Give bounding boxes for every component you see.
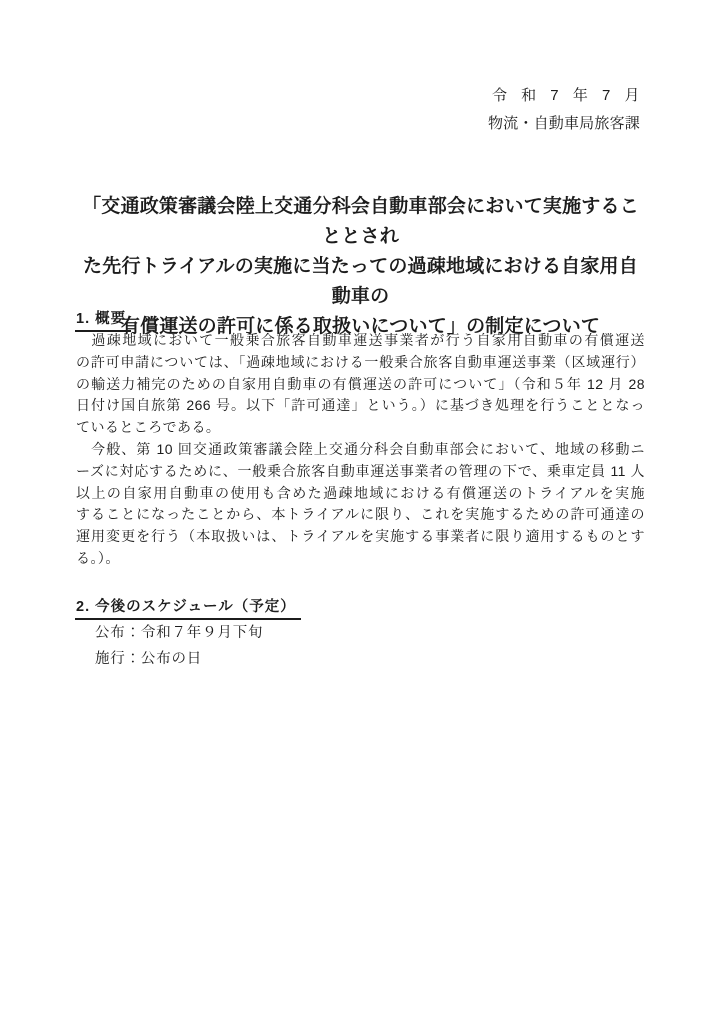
document-date: 令 和 7 年 7 月 bbox=[491, 87, 640, 104]
schedule-item-enforcement: 施行：公布の日 bbox=[95, 650, 203, 667]
paragraph-line: 運用変更を行う（本取扱いは、トライアルを実施する事業者に限り適用するものとす bbox=[76, 528, 645, 545]
paragraph-line: 日付け国自旅第 266 号。以下「許可通達」という。）に基づき処理を行うこととなっ bbox=[76, 397, 645, 414]
paragraph-line: る。）。 bbox=[76, 549, 120, 566]
paragraph-line: ーズに対応するために、一般乗合旅客自動車運送事業者の管理の下で、乗車定員 11 人 bbox=[76, 462, 645, 479]
section-2-heading: 2. 今後のスケジュール（予定） bbox=[75, 595, 301, 620]
section-2 bbox=[75, 595, 301, 620]
section-1-heading: 1. 概要 bbox=[75, 307, 131, 332]
schedule-list bbox=[95, 621, 263, 672]
document-header bbox=[488, 82, 640, 138]
document-title-line: た先行トライアルの実施に当たっての過疎地域における自家用自動車の bbox=[83, 256, 638, 307]
document-title bbox=[76, 192, 645, 342]
paragraph-line: 以上の自家用自動車の使用も含めた過疎地域における有償運送のトライアルを実施 bbox=[76, 484, 645, 501]
schedule-item-promulgation: 公布：令和７年９月下旬 bbox=[95, 625, 264, 641]
section-1-body bbox=[76, 330, 645, 570]
paragraph-line: することになったことから、本トライアルに限り、これを実施するための許可通達の bbox=[76, 506, 645, 523]
issuing-department: 物流・自動車局旅客課 bbox=[487, 115, 640, 132]
paragraph-line: の輸送力補完のための自家用自動車の有償運送の許可について」（令和５年 12 月 28 bbox=[76, 375, 645, 392]
paragraph-line: の許可申請については、「過疎地域における一般乗合旅客自動車運送事業（区域運行） bbox=[76, 353, 645, 370]
document-title-line: 有償運送の許可に係る取扱いについて」の制定について bbox=[120, 316, 601, 337]
paragraph-line: 過疎地域において一般乗合旅客自動車運送事業者が行う自家用自動車の有償運送 bbox=[76, 332, 645, 348]
document-title-line: 「交通政策審議会陸上交通分科会自動車部会において実施することとされ bbox=[82, 196, 639, 247]
paragraph-line: 今般、第 10 回交通政策審議会陸上交通分科会自動車部会において、地域の移動ニ bbox=[76, 440, 645, 457]
paragraph-line: ているところである。 bbox=[76, 419, 221, 436]
section-1 bbox=[75, 307, 131, 332]
